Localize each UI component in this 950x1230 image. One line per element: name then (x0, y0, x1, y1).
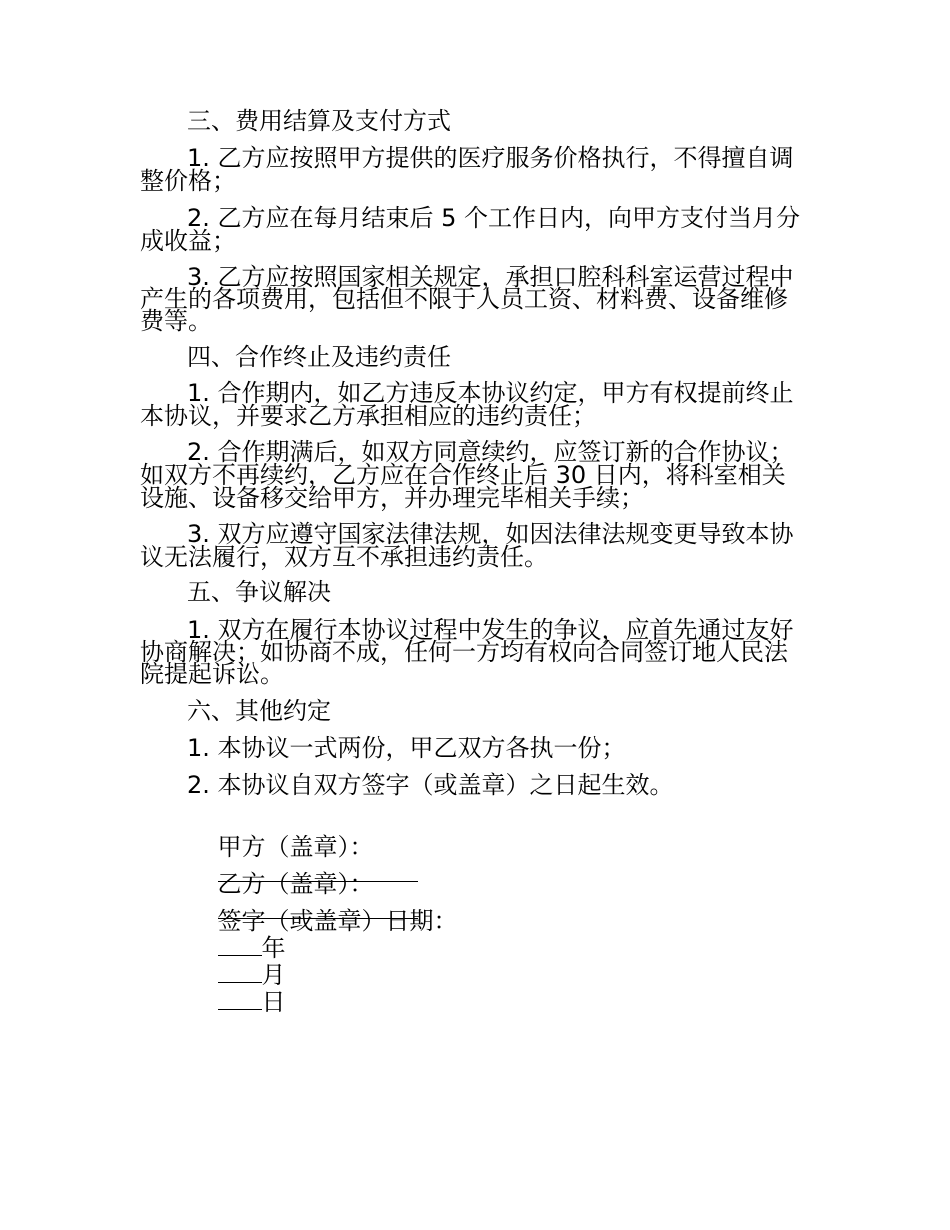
section-heading-other-terms: 六、其他约定 (187, 697, 331, 725)
party-b-label: 乙方（盖章）： (217, 870, 374, 898)
paragraph-line: 议无法履行，双方互不承担违约责任。 (140, 543, 548, 571)
section-heading-dispute-resolution: 五、争议解决 (187, 578, 331, 606)
day-label: 日 (261, 988, 286, 1016)
paragraph-line: 2. 乙方应在每月结束后 5 个工作日内，向甲方支付当月分 (187, 204, 801, 232)
paragraph-line: 2. 合作期满后，如双方同意续约，应签订新的合作协议； (187, 438, 794, 466)
paragraph-line: 1. 乙方应按照甲方提供的医疗服务价格执行，不得擅自调 (187, 144, 794, 172)
paragraph-line: 如双方不再续约，乙方应在合作终止后 30 日内，将科室相关 (140, 461, 786, 489)
year-label: 年 (261, 934, 286, 962)
paragraph-line: 2. 本协议自双方签字（或盖章）之日起生效。 (187, 771, 674, 799)
paragraph-line: 3. 双方应遵守国家法律法规，如因法律法规变更导致本协 (187, 520, 794, 548)
section-heading-fee-settlement: 三、费用结算及支付方式 (187, 107, 451, 135)
paragraph-line: 协商解决；如协商不成，任何一方均有权向合同签订地人民法 (140, 638, 788, 666)
paragraph-line: 产生的各项费用，包括但不限于人员工资、材料费、设备维修 (140, 285, 788, 313)
date-label: 签字（或盖章）日期： (217, 907, 458, 935)
party-b-signature-line (187, 848, 418, 898)
paragraph-line: 院提起诉讼。 (140, 660, 284, 688)
day-blank (218, 987, 262, 1010)
paragraph-line: 3. 乙方应按照国家相关规定，承担口腔科科室运营过程中 (187, 263, 794, 291)
paragraph-line: 1. 合作期内，如乙方违反本协议约定，甲方有权提前终止 (187, 379, 794, 407)
section-heading-termination: 四、合作终止及违约责任 (187, 343, 451, 371)
paragraph-line: 1. 本协议一式两份，甲乙双方各执一份； (187, 734, 626, 762)
party-a-label: 甲方（盖章）： (217, 833, 374, 861)
paragraph-line: 成收益； (140, 227, 236, 255)
month-label: 月 (261, 961, 286, 989)
paragraph-line: 费等。 (140, 307, 212, 335)
paragraph-line: 整价格； (140, 167, 236, 195)
paragraph-line: 设施、设备移交给甲方，并办理完毕相关手续； (140, 484, 644, 512)
party-a-signature-line (187, 811, 418, 861)
paragraph-line: 本协议，并要求乙方承担相应的违约责任； (140, 402, 596, 430)
month-blank (218, 960, 262, 983)
signature-date-line (187, 885, 458, 1016)
year-blank (218, 933, 262, 956)
paragraph-line: 1. 双方在履行本协议过程中发生的争议，应首先通过友好 (187, 616, 794, 644)
